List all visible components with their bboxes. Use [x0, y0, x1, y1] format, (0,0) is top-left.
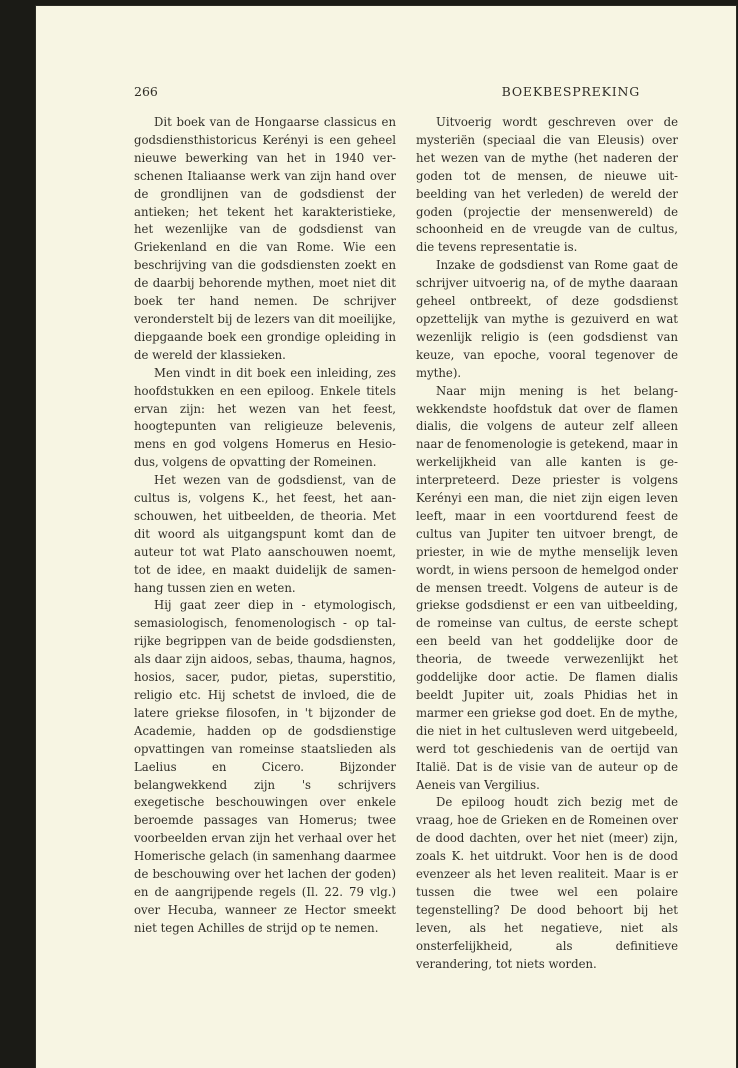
book-page: [36, 6, 736, 1068]
page-number: 266: [134, 84, 158, 99]
paragraph: Uitvoerig wordt geschreven over de mysteriën (speciaal die van Eleusis) over het wezen van de mythe (het naderen der goden tot de mensen, de nieuwe uitbeelding van het verleden) de wereld der goden (projectie der mensenwereld) de schoonheid en de vreugde van de cultus, die tevens representatie is.: [416, 115, 678, 255]
right-column: [416, 114, 678, 974]
running-head: BOEKBESPREKING: [501, 84, 640, 99]
page-header: [134, 84, 640, 100]
paragraph: Dit boek van de Hongaarse classicus en godsdiensthistoricus Kerényi is een geheel nieuwe bewerking van het in 1940 verschenen Italiaanse werk van zijn hand over de grondlijnen van de godsdienst der antieken; het tekent het karakteristieke, het wezenlijke van de godsdienst van Griekenland en die van Rome. Wie een beschrijving van die godsdiensten zoekt en de daarbij behorende mythen, moet niet dit boek ter hand nemen. De schrijver veronderstelt bij de lezers van dit moeilijke, diepgaande boek een grondige opleiding in de wereld der klassieken.: [134, 115, 396, 362]
paragraph: Naar mijn mening is het belangwekkendste hoofdstuk dat over de flamen dialis, die volgens de auteur zelf alleen naar de fenomenologie is getekend, maar in werkelijkheid van alle kanten is geinterpreteerd. Deze priester is volgens Kerényi een man, die niet zijn eigen leven leeft, maar in een voortdurend feest de cultus van Jupiter ten uitvoer brengt, de priester, in wie de mythe menselijk leven wordt, in wiens persoon de hemelgod onder de mensen treedt. Volgens de auteur is de griekse godsdienst er een van uitbeelding, de romeinse van cultus, de eerste schept een beeld van het goddelijke door de theoria, de tweede verwezenlijkt het goddelijke door actie. De flamen dialis beeldt Jupiter uit, zoals Phidias het in marmer een griekse god doet. En de mythe, die niet in het cultusleven werd uitgebeeld, werd tot geschiedenis van de oertijd van Italië. Dat is de visie van de auteur op de Aeneis van Vergilius.: [416, 383, 678, 792]
left-column: [134, 114, 396, 938]
paragraph: Men vindt in dit boek een inleiding, zes hoofdstukken en een epiloog. Enkele titels ervan zijn: het wezen van het feest, hoogtepunten van religieuze belevenis, mens en god volgens Homerus en Hesiodus, volgens de opvatting der Romeinen.: [134, 365, 396, 470]
paragraph: De epiloog houdt zich bezig met de vraag, hoe de Grieken en de Romeinen over de dood dachten, over het niet (meer) zijn, zoals K. het uitdrukt. Voor hen is de dood evenzeer als het leven realiteit. Maar is er tussen die twee wel een polaire tegenstelling? De dood behoort bij het leven, als het negatieve, niet als onsterfelijkheid, als definitieve verandering, tot niets worden.: [416, 795, 678, 971]
paragraph: Inzake de godsdienst van Rome gaat de schrijver uitvoerig na, of de mythe daaraan geheel ontbreekt, of deze godsdienst opzettelijk van mythe is gezuiverd en wat wezenlijk religio is (een godsdienst van keuze, van epoche, vooral tegenover de mythe).: [416, 258, 678, 380]
paragraph: Hij gaat zeer diep in - etymologisch, semasiologisch, fenomenologisch - op talrijke begrippen van de beide godsdiensten, als daar zijn aidoos, sebas, thauma, hagnos, hosios, sacer, pudor, pietas, superstitio, religio etc. Hij schetst de invloed, die de latere griekse filosofen, in 't bijzonder de Academie, hadden op de godsdienstige opvattingen van romeinse staatslieden als Laelius en Cicero. Bijzonder belangwekkend zijn 's schrijvers exegetische beschouwingen over enkele beroemde passages van Homerus; twee voorbeelden ervan zijn het verhaal over het Homerische gelach (in samenhang daarmee de beschouwing over het lachen der goden) en de aangrijpende regels (Il. 22. 79 vlg.) over Hecuba, wanneer ze Hector smeekt niet tegen Achilles de strijd op te nemen.: [134, 598, 396, 935]
paragraph: Het wezen van de godsdienst, van de cultus is, volgens K., het feest, het aanschouwen, het uitbeelden, de theoria. Met dit woord als uitgangspunt komt dan de auteur tot wat Plato aanschouwen noemt, tot de idee, en maakt duidelijk de samenhang tussen zien en weten.: [134, 473, 396, 595]
